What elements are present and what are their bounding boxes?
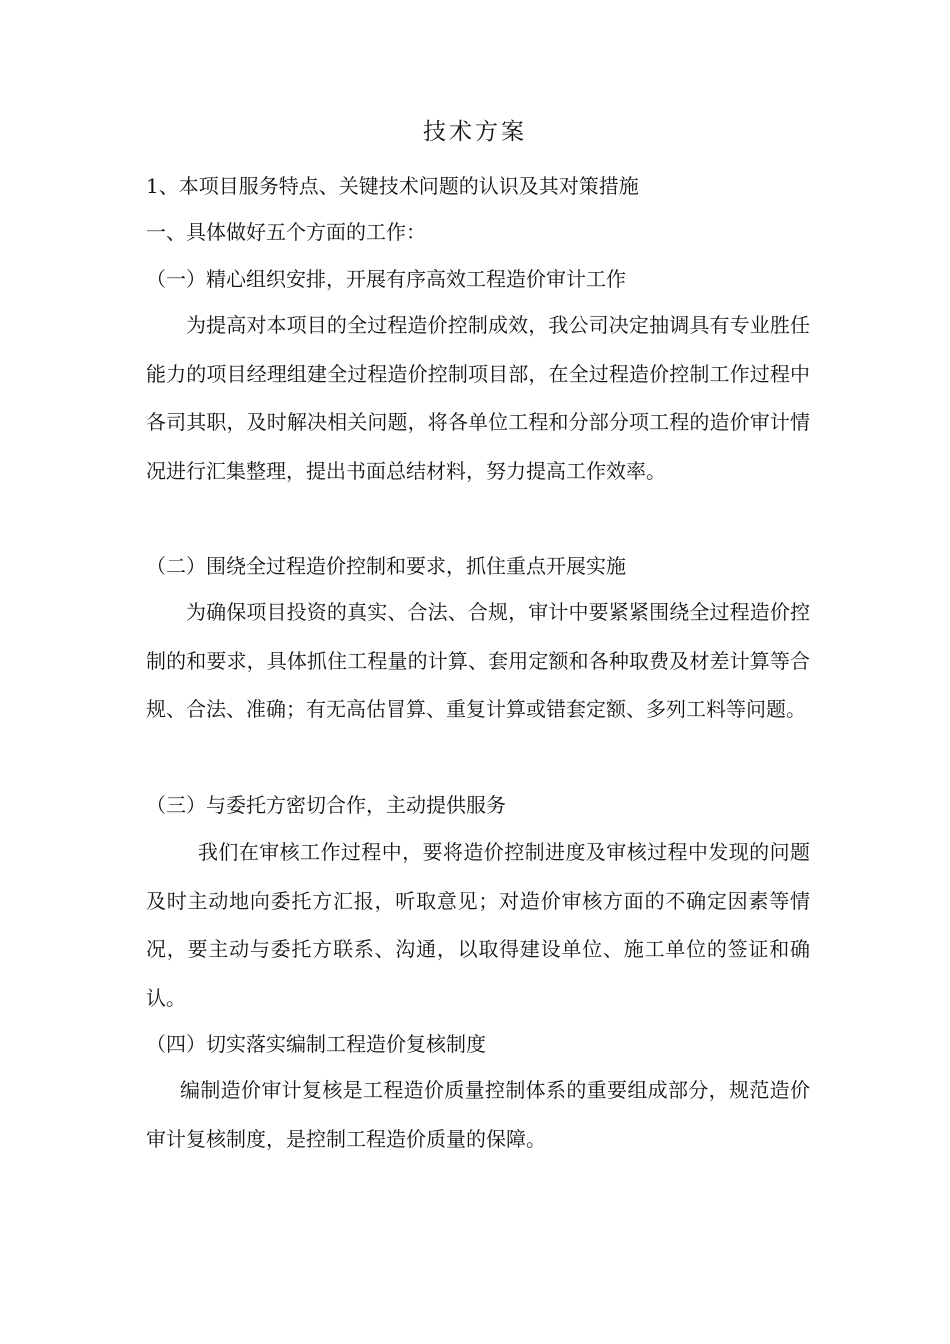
section-4-body: 编制造价审计复核是工程造价质量控制体系的重要组成部分，规范造价审计复核制度，是控制工程造价质量的保障。	[146, 1078, 810, 1151]
section-3-body: 我们在审核工作过程中，要将造价控制进度及审核过程中发现的问题及时主动地向委托方汇报，听取意见；对造价审核方面的不确定因素等情况，要主动与委托方联系、沟通，以取得建设单位、施工单位的签证和确认。	[146, 840, 810, 1010]
section-4-heading: （四）切实落实编制工程造价复核制度	[146, 1032, 486, 1056]
section-1-heading: （一）精心组织安排，开展有序高效工程造价审计工作	[146, 267, 626, 291]
section-2-heading: （二）围绕全过程造价控制和要求，抓住重点开展实施	[146, 554, 626, 578]
section-3-heading: （三）与委托方密切合作，主动提供服务	[146, 793, 506, 817]
document-title: 技术方案	[423, 119, 527, 145]
section-2-body: 为确保项目投资的真实、合法、合规，审计中要紧紧围绕全过程造价控制的和要求，具体抓住工程量的计算、套用定额和各种取费及材差计算等合规、合法、准确；有无高估冒算、重复计算或错套定额、多列工料等问题。	[146, 600, 810, 721]
main-heading: 1、本项目服务特点、关键技术问题的认识及其对策措施	[146, 174, 639, 198]
section-1-body: 为提高对本项目的全过程造价控制成效，我公司决定抽调具有专业胜任能力的项目经理组建全过程造价控制项目部，在全过程造价控制工作过程中各司其职，及时解决相关问题，将各单位工程和分部分项工程的造价审计情况进行汇集整理，提出书面总结材料，努力提高工作效率。	[146, 313, 810, 483]
intro-heading: 一、具体做好五个方面的工作：	[146, 220, 426, 244]
